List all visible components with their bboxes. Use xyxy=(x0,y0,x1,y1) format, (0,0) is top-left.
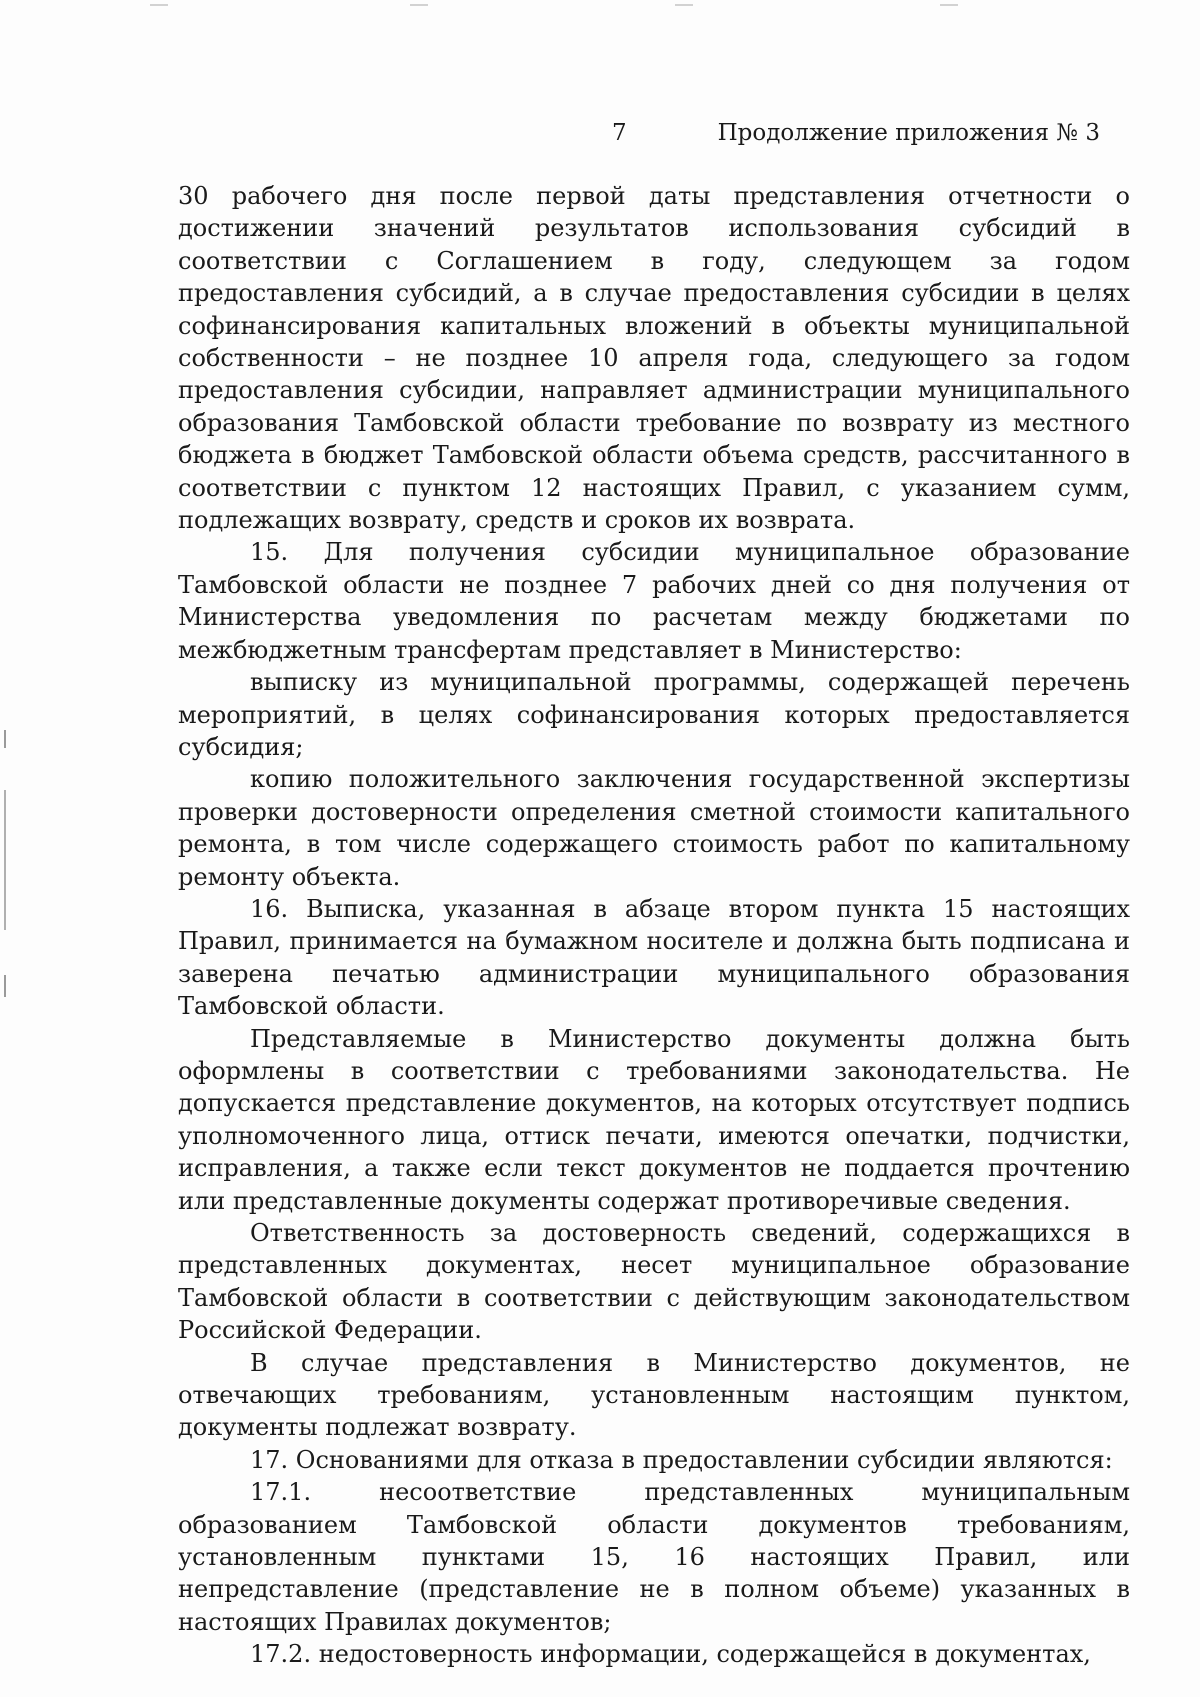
paragraph-document-requirements: Представляемые в Министерство документы должна быть оформлены в соответствии с требованиями законодательства. Не допускается представление документов, на которых отсутствует подпись уполномоченного лица, оттиск печати, имеются опечатки, подчистки, исправления, а также если текст документов не поддается прочтению или представленные документы содержат противоречивые сведения. xyxy=(178,1024,1130,1215)
scan-speck xyxy=(675,4,693,6)
document-body xyxy=(178,180,1130,1671)
paragraph-return-documents: В случае представления в Министерство документов, не отвечающих требованиям, установленным настоящим пунктом, документы подлежат возврату. xyxy=(178,1348,1130,1442)
scan-speck xyxy=(410,4,428,6)
paragraph-expertise-copy: копию положительного заключения государственной экспертизы проверки достоверности определения сметной стоимости капитального ремонта, в том числе содержащего стоимость работ по капитальному ремонту объекта. xyxy=(178,765,1130,891)
scan-edge-mark xyxy=(4,790,6,930)
paragraph-item-17: 17. Основаниями для отказа в предоставлении субсидии являются: xyxy=(250,1445,1113,1474)
paragraph-item-16: 16. Выписка, указанная в абзаце втором пункта 15 настоящих Правил, принимается на бумажном носителе и должна быть подписана и заверена печатью администрации муниципального образования Тамбовской области. xyxy=(178,894,1130,1021)
paragraph-item-17-2: 17.2. недостоверность информации, содержащейся в документах, xyxy=(250,1640,1091,1669)
scan-speck xyxy=(150,4,168,6)
page-header xyxy=(0,120,1200,154)
appendix-title: Продолжение приложения № 3 xyxy=(717,120,1100,146)
scan-edge-mark xyxy=(4,730,6,748)
paragraph-extract: выписку из муниципальной программы, содержащей перечень мероприятий, в целях софинансирования которых предоставляется субсидия; xyxy=(178,668,1130,761)
paragraph-continuation: 30 рабочего дня после первой даты представления отчетности о достижении значений результатов использования субсидий в соответствии с Соглашением в году, следующем за годом предоставления субсидий, а в случае предоставления субсидии в целях софинансирования капитальных вложений в объекты муниципальной собственности – не позднее 10 апреля года, следующего за годом предоставления субсидии, направляет администрации муниципального образования Тамбовской области требование по возврату из местного бюджета в бюджет Тамбовской области объема средств, рассчитанного в соответствии с пунктом 12 настоящих Правил, с указанием сумм, подлежащих возврату, средств и сроков их возврата. xyxy=(178,182,1130,535)
paragraph-item-15: 15. Для получения субсидии муниципальное образование Тамбовской области не позднее 7 рабочих дней со дня получения от Министерства уведомления по расчетам между бюджетами по межбюджетным трансфертам представляет в Министерство: xyxy=(178,538,1130,664)
page-number: 7 xyxy=(612,120,627,146)
scan-edge-mark xyxy=(4,975,6,997)
paragraph-responsibility: Ответственность за достоверность сведений, содержащихся в представленных документах, несет муниципальное образование Тамбовской области в соответствии с действующим законодательством Российской Федерации. xyxy=(178,1219,1130,1345)
scan-speck xyxy=(940,4,958,6)
paragraph-item-17-1: 17.1. несоответствие представленных муниципальным образованием Тамбовской области документов требованиям, установленным пунктами 15, 16 настоящих Правил, или непредставление (представление не в полном объеме) указанных в настоящих Правилах документов; xyxy=(178,1478,1130,1636)
